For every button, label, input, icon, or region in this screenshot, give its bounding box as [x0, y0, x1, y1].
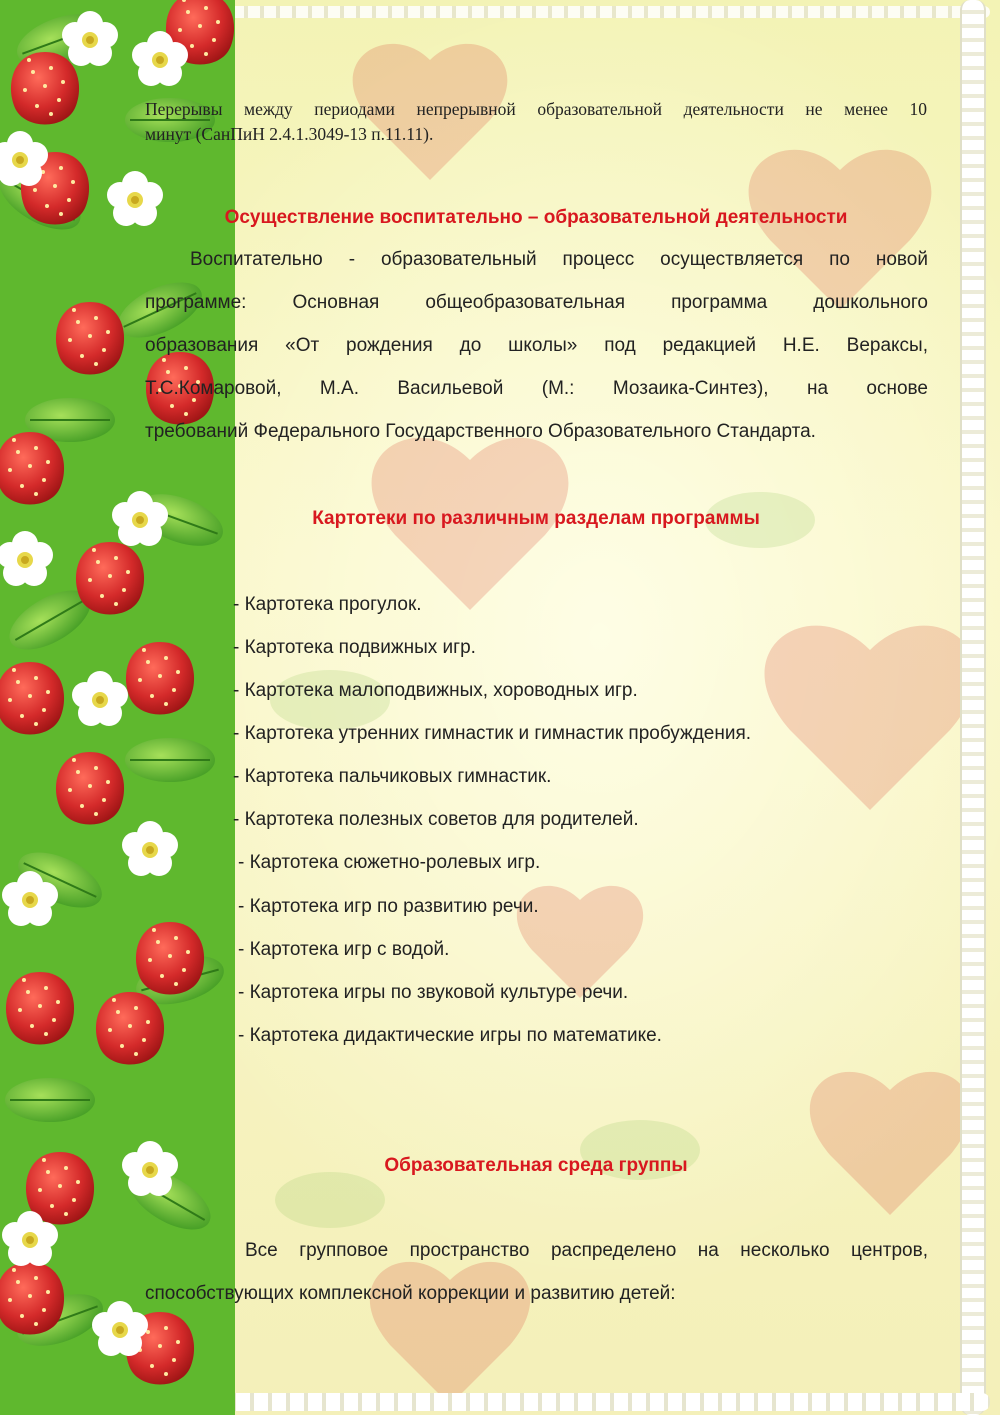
- intro-line-1: Перерывы между периодами непрерывной образовательной деятельности не менее 10: [145, 99, 927, 119]
- list-item: - Картотека подвижных игр.: [233, 637, 476, 658]
- section3-line-1: Все групповое пространство распределено на несколько центров,: [245, 1240, 928, 1261]
- intro-line-2: минут (СанПиН 2.4.1.3049-13 п.11.11).: [145, 124, 434, 144]
- section3-line-2: способствующих комплексной коррекции и развитию детей:: [145, 1283, 676, 1304]
- list-item: - Картотека игры по звуковой культуре речи.: [238, 982, 629, 1003]
- section-heading-environment: Образовательная среда группы: [384, 1155, 688, 1176]
- section-heading-activities: Осуществление воспитательно – образовательной деятельности: [224, 207, 848, 228]
- section1-line-1: Воспитательно - образовательный процесс осуществляется по новой: [190, 249, 928, 270]
- list-item: - Картотека утренних гимнастик и гимнастик пробуждения.: [233, 723, 752, 744]
- lace-border-bottom: [200, 1393, 990, 1411]
- list-item: - Картотека прогулок.: [233, 594, 422, 615]
- list-item: - Картотека игр по развитию речи.: [238, 896, 539, 917]
- list-item: - Картотека полезных советов для родителей.: [233, 809, 639, 830]
- list-item: - Картотека игр с водой.: [238, 939, 450, 960]
- section1-line-3: образования «От рождения до школы» под редакцией Н.Е. Вераксы,: [145, 335, 928, 356]
- section1-line-4: Т.С.Комаровой, М.А. Васильевой (М.: Мозаика-Синтез), на основе: [145, 378, 928, 399]
- section1-line-5: требований Федерального Государственного Образовательного Стандарта.: [145, 421, 816, 442]
- list-item: - Картотека малоподвижных, хороводных игр.: [233, 680, 638, 701]
- section-heading-card-files: Картотеки по различным разделам программы: [312, 508, 760, 529]
- list-item: - Картотека сюжетно-ролевых игр.: [238, 852, 541, 873]
- list-item: - Картотека пальчиковых гимнастик.: [233, 766, 552, 787]
- lace-border-top: [200, 6, 990, 18]
- lace-border-right: [960, 0, 986, 1415]
- section1-line-2: программе: Основная общеобразовательная программа дошкольного: [145, 292, 928, 313]
- list-item: - Картотека дидактические игры по математике.: [238, 1025, 662, 1046]
